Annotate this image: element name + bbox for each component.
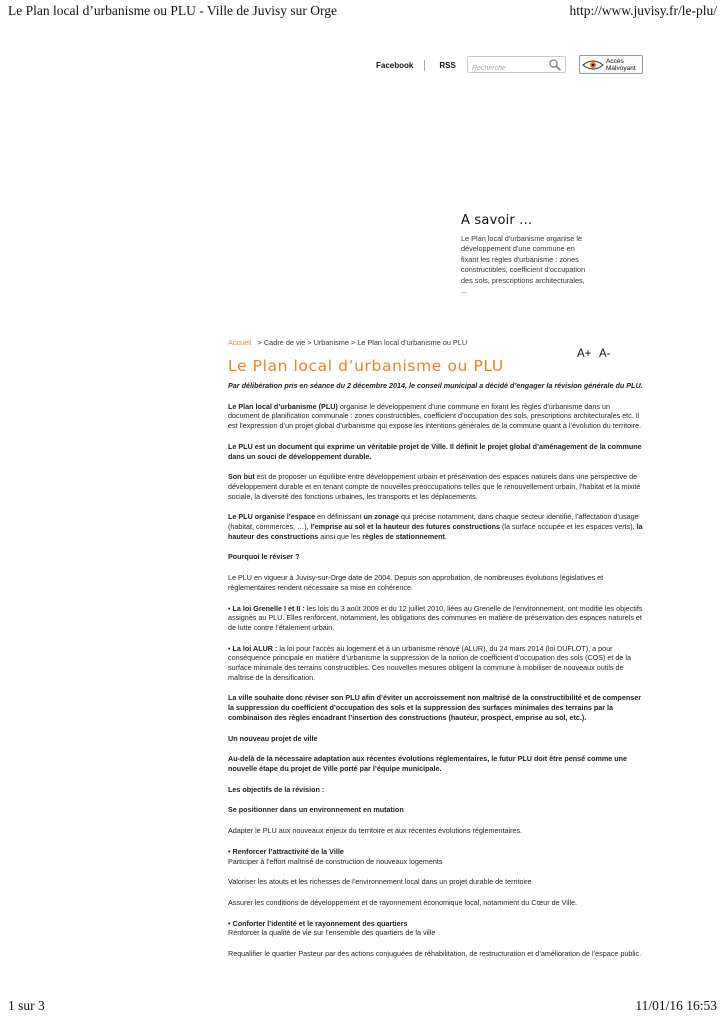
font-size-controls (577, 348, 615, 360)
objective-heading (228, 847, 643, 857)
bold-text: l’emprise au sol et la hauteur des futures constructions (310, 522, 501, 532)
a-savoir-text: Le Plan local d'urbanisme organise le développement d'une commune en fixant les règles d'urbanisme : zones constructibles, coefficient d'occupation des sols, prescriptions architecturales, ... (461, 234, 586, 296)
paragraph-text: qui précise notamment, dans chaque secteur identifié, l’affectation d’usage (habitat, commerces, …), (228, 512, 639, 532)
print-footer-datetime: 11/01/16 16:53 (635, 998, 717, 1013)
facebook-link[interactable]: Facebook (376, 60, 414, 70)
bold-text: Son but (228, 472, 255, 482)
breadcrumb-home-link[interactable]: Accueil (228, 338, 252, 347)
section-heading (228, 805, 643, 815)
bold-text: un zonage (363, 512, 399, 522)
a-savoir-title: A savoir ... (461, 213, 533, 228)
article-paragraph: Le PLU en vigueur à Juvisy-sur-Orge date de 2004. Depuis son approbation, de nombreuses évolutions législatives et règlementaires rendent nécessaire sa mise en cohérence. (228, 573, 604, 592)
article-paragraph: Requalifier le quartier Pasteur par des actions conjuguées de réhabilitation, de restructuration et d’amélioration de l’espace public. (228, 949, 642, 959)
paragraph-text: (la surface occupée et les espaces verts), (500, 522, 637, 532)
bold-text: Le PLU est un document qui exprime un véritable projet de Ville. Il définit le projet global d’aménagement de la commune dans un souci de développement durable. (228, 441, 642, 461)
font-decrease-button[interactable]: A- (598, 348, 611, 360)
eye-icon (582, 58, 604, 72)
article-paragraph (228, 472, 643, 501)
accessibility-label-line2: Malvoyant (606, 64, 636, 72)
article-paragraph (228, 512, 643, 541)
page-title: Le Plan local d’urbanisme ou PLU (228, 357, 504, 375)
bullet-marker: • (228, 643, 233, 653)
font-increase-button[interactable]: A+ (577, 348, 592, 360)
bold-text: Se positionner dans un environnement en mutation (228, 805, 404, 815)
paragraph-text: . (444, 531, 447, 541)
bold-text: Les objectifs de la révision : (228, 784, 325, 794)
bold-text: La ville souhaite donc réviser son PLU afin d’éviter un accroissement non maîtrisé de la constructibilité et de compenser la suppression du coefficient d’occupation des sols et la suppression des surfaces minimales des terrains par la combinaison des règles encadrant l’insertion des constructions (hauteur, prospect, emprise au sol, etc.). (228, 693, 642, 722)
search-icon[interactable] (548, 58, 562, 71)
article-body (228, 381, 643, 959)
bold-text: • Conforter l’identité et le rayonnement des quartiers (228, 918, 408, 928)
print-footer-page: 1 sur 3 (8, 998, 45, 1013)
bold-text: • Renforcer l’attractivité de la Ville (228, 846, 344, 856)
section-heading (228, 734, 643, 744)
article-paragraph: Assurer les conditions de développement et de rayonnement économique local, notamment du Cœur de Ville. (228, 897, 578, 907)
article-paragraph: Valoriser les atouts et les richesses de l’environnement local dans un projet durable de territoire (228, 877, 532, 887)
bold-text: la hauteur des constructions (228, 522, 643, 541)
rss-link[interactable]: RSS (439, 60, 456, 70)
accessibility-label (606, 58, 636, 72)
print-header-title: Le Plan local d’urbanisme ou PLU - Ville de Juvisy sur Orge (8, 3, 338, 18)
bold-text: Le Plan local d’urbanisme (PLU) (228, 401, 338, 411)
objective-heading (228, 919, 643, 929)
bullet-paragraph (228, 604, 643, 633)
article-paragraph: Adapter le PLU aux nouveaux enjeux du territoire et aux récentes évolutions réglementaires. (228, 826, 523, 836)
bold-text: La loi Grenelle I et II : (232, 603, 305, 613)
paragraph-text: en définissant (315, 512, 364, 522)
breadcrumb (228, 338, 467, 347)
article-paragraph (228, 693, 643, 722)
accessibility-button[interactable] (579, 55, 643, 74)
print-header-url: http://www.juvisy.fr/le-plu/ (569, 3, 717, 18)
paragraph-text: est de proposer un équilibre entre développement urbain et préservation des espaces naturels dans une perspective de développement durable et en tenant compte de nouvelles préoccupations telles que le renouvellement urbain, l’habitat et la mixité sociale, la diversité des fonctions urbaines, les transports et les déplacements. (228, 472, 641, 501)
article-paragraph (228, 754, 643, 773)
paragraph-text: la loi pour l’accès au logement et à un urbanisme rénové (ALUR), du 24 mars 2014 (loi DUFLOT), a pour conséquence principale en matière d’urbanisme la suppression de la notion de coefficient d’occupation des sols (COS) et de la surface minimale des terrains constructibles. Ces nouvelles mesures obligent la commune à mobiliser de nouveaux outils de maîtrise de la densification. (228, 643, 632, 682)
paragraph-text: ainsi que les (318, 531, 363, 541)
search-box (467, 56, 566, 73)
article-lead: Par délibération pris en séance du 2 décembre 2014, le conseil municipal a décidé d’engager la révision générale du PLU. (228, 381, 643, 390)
topbar-divider (424, 60, 425, 71)
article-paragraph: Renforcer la qualité de vie sur l’ensemble des quartiers de la ville (228, 928, 436, 938)
section-heading (228, 785, 643, 795)
article-paragraph (228, 442, 643, 461)
bold-text: Pourquoi le réviser ? (228, 552, 300, 562)
accessibility-label-line1: Accès (606, 57, 624, 65)
article-paragraph (228, 402, 643, 431)
bold-text: Au-delà de la nécessaire adaptation aux récentes évolutions réglementaires, le futur PLU doit être pensé comme une nouvelle étape du projet de Ville porté par l’équipe municipale. (228, 754, 628, 773)
section-question (228, 552, 643, 562)
top-utility-bar (376, 56, 456, 74)
bold-text: Un nouveau projet de ville (228, 733, 318, 743)
a-savoir-box (461, 213, 589, 296)
search-input[interactable] (468, 61, 546, 76)
bullet-marker: • (228, 603, 233, 613)
article-paragraph: Participer à l’effort maîtrisé de construction de nouveaux logements (228, 856, 443, 866)
bullet-paragraph (228, 644, 643, 683)
bold-text: règles de stationnement (362, 531, 445, 541)
bold-text: Le PLU organise l’espace (228, 512, 316, 522)
paragraph-text: organise le développement d’une commune en fixant les règles d’urbanisme dans un document de planification communale : zones constructibles, coefficient d’occupation des sols, prescriptions architecturales etc. Il est l’expression d’un projet global d’urbanisme qui expose les intentions générales de la commune quant à l’évolution du territoire. (228, 401, 642, 431)
paragraph-text: les lois du 3 août 2009 et du 12 juillet 2010, liées au Grenelle de l’environnement, ont modifié les objectifs assignés au PLU. Elles renforcent, notamment, les obligations des communes en matière de préservation des espaces naturels et de lutte contre l’étalement urbain. (228, 603, 643, 632)
breadcrumb-trail: > Cadre de vie > Urbanisme > Le Plan local d’urbanisme ou PLU (257, 338, 468, 347)
bold-text: La loi ALUR : (232, 643, 278, 653)
